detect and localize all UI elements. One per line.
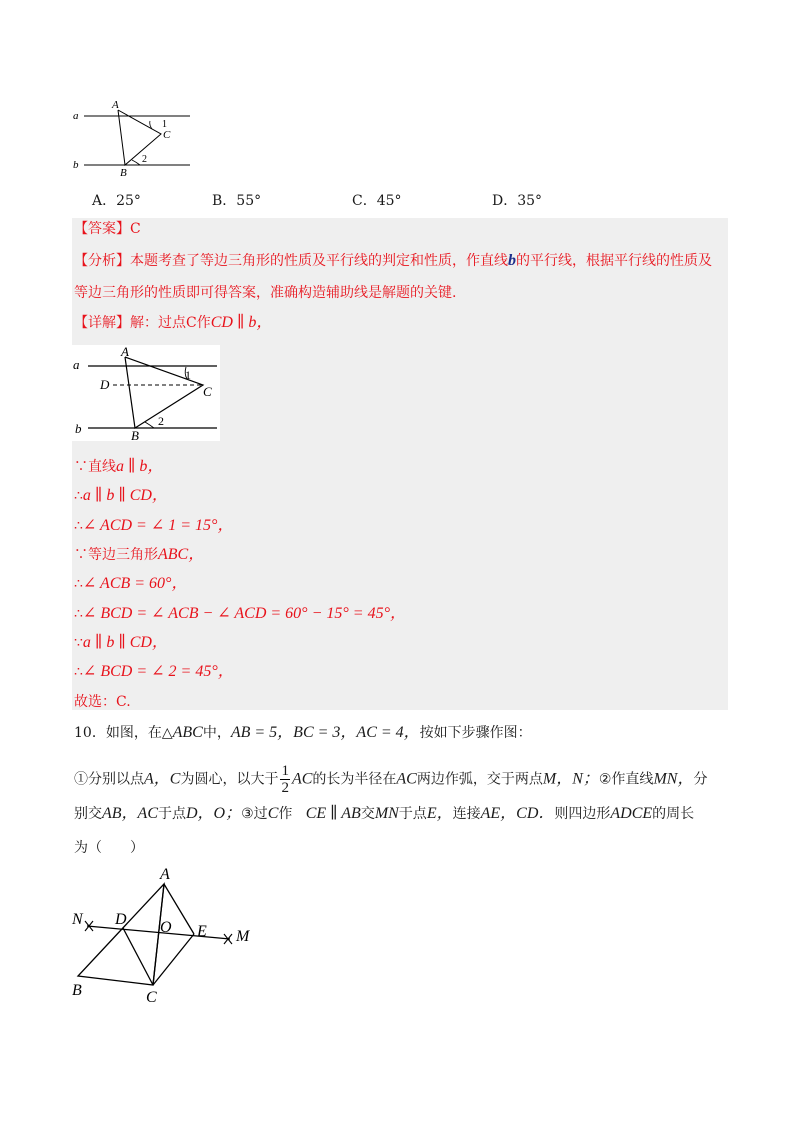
fig2-label-D: D <box>100 377 110 392</box>
fig3-label-M: M <box>236 928 250 945</box>
fig3-label-E: E <box>197 923 207 940</box>
question-number: 10． <box>74 725 106 741</box>
fig2-label-angle-1: 1 <box>185 368 191 382</box>
proof-step: ∴∠ ACB = 60°， <box>74 575 188 592</box>
fig2-label-angle-2: 2 <box>158 414 164 428</box>
fig2-label-A: A <box>121 345 129 359</box>
fraction-one-half: $\frac{1}{2}$ <box>281 763 289 796</box>
choice-d[interactable]: D．35° <box>492 193 543 209</box>
fig2-label-C: C <box>203 384 212 399</box>
label-angle-2: 2 <box>142 154 147 165</box>
fig2-label-a: a <box>73 357 80 372</box>
choice-a[interactable]: A．25° <box>92 193 141 209</box>
analysis-line-1: 【分析】本题考查了等边三角形的性质及平行线的判定和性质，作直线b的平行线，根据平行线的性质及 <box>74 252 712 269</box>
proof-step: ∵a ∥ b ∥ CD， <box>74 634 168 651</box>
question-10-line-4: 为（ ） <box>74 840 144 856</box>
label-a: a <box>73 110 79 122</box>
answer-tag: 【答案】 <box>74 221 130 237</box>
detail-tag: 【详解】 <box>74 315 130 331</box>
analysis-line-2: 等边三角形的性质即可得答案，准确构造辅助线是解题的关键. <box>74 285 457 301</box>
label-C: C <box>163 129 171 141</box>
fig2-label-b: b <box>75 421 82 436</box>
fig3-label-N: N <box>72 911 83 928</box>
fig3-label-C: C <box>146 989 157 1004</box>
fig2-label-B: B <box>131 428 139 441</box>
figure-1-parallel-lines <box>66 96 196 178</box>
proof-step: ∴a ∥ b ∥ CD， <box>74 487 168 504</box>
figure-2-auxiliary-line <box>70 345 220 441</box>
proof-step: ∴∠ BCD = ∠ ACB − ∠ ACD = 60° − 15° = 45°， <box>74 605 406 622</box>
analysis-tag: 【分析】 <box>74 253 130 269</box>
fig3-label-D: D <box>115 911 127 928</box>
figure-3-quadrilateral <box>66 864 266 1004</box>
proof-step: ∵等边三角形ABC， <box>74 546 205 563</box>
fig3-label-O: O <box>160 919 172 936</box>
answer-line <box>74 219 141 239</box>
question-10-line-2: ①分别以点A，C为圆心，以大于 $\frac{1}{2}$ AC的长为半径在AC两边作弧，交于两点M，N；②作直线MN，分 <box>74 763 708 796</box>
choice-c[interactable]: C．45° <box>352 193 402 209</box>
detail-intro: 【详解】解：过点C作CD ∥ b， <box>74 314 273 331</box>
label-angle-1: 1 <box>162 119 167 130</box>
label-A: A <box>112 99 119 111</box>
fig3-label-A: A <box>160 866 170 883</box>
answer-value: C <box>130 221 141 237</box>
conclusion: 故选：C. <box>74 694 131 710</box>
question-10-line-3: 别交AB，AC于点D，O；③过C作 CE ∥ AB交MN于点E，连接AE，CD．则四边形ADCE的周长 <box>74 805 695 822</box>
proof-step: ∴∠ ACD = ∠ 1 = 15°， <box>74 517 234 534</box>
proof-step: ∵直线a ∥ b， <box>74 458 164 475</box>
choice-b[interactable]: B．55° <box>212 193 262 209</box>
analysis-var-b: b <box>508 252 516 269</box>
label-b: b <box>73 159 79 171</box>
question-10-line-1: 10．如图，在△ABC中，AB = 5，BC = 3，AC = 4，按如下步骤作图： <box>74 724 532 741</box>
fig3-label-B: B <box>72 982 82 999</box>
proof-step: ∴∠ BCD = ∠ 2 = 45°， <box>74 663 234 680</box>
label-B: B <box>120 167 127 178</box>
